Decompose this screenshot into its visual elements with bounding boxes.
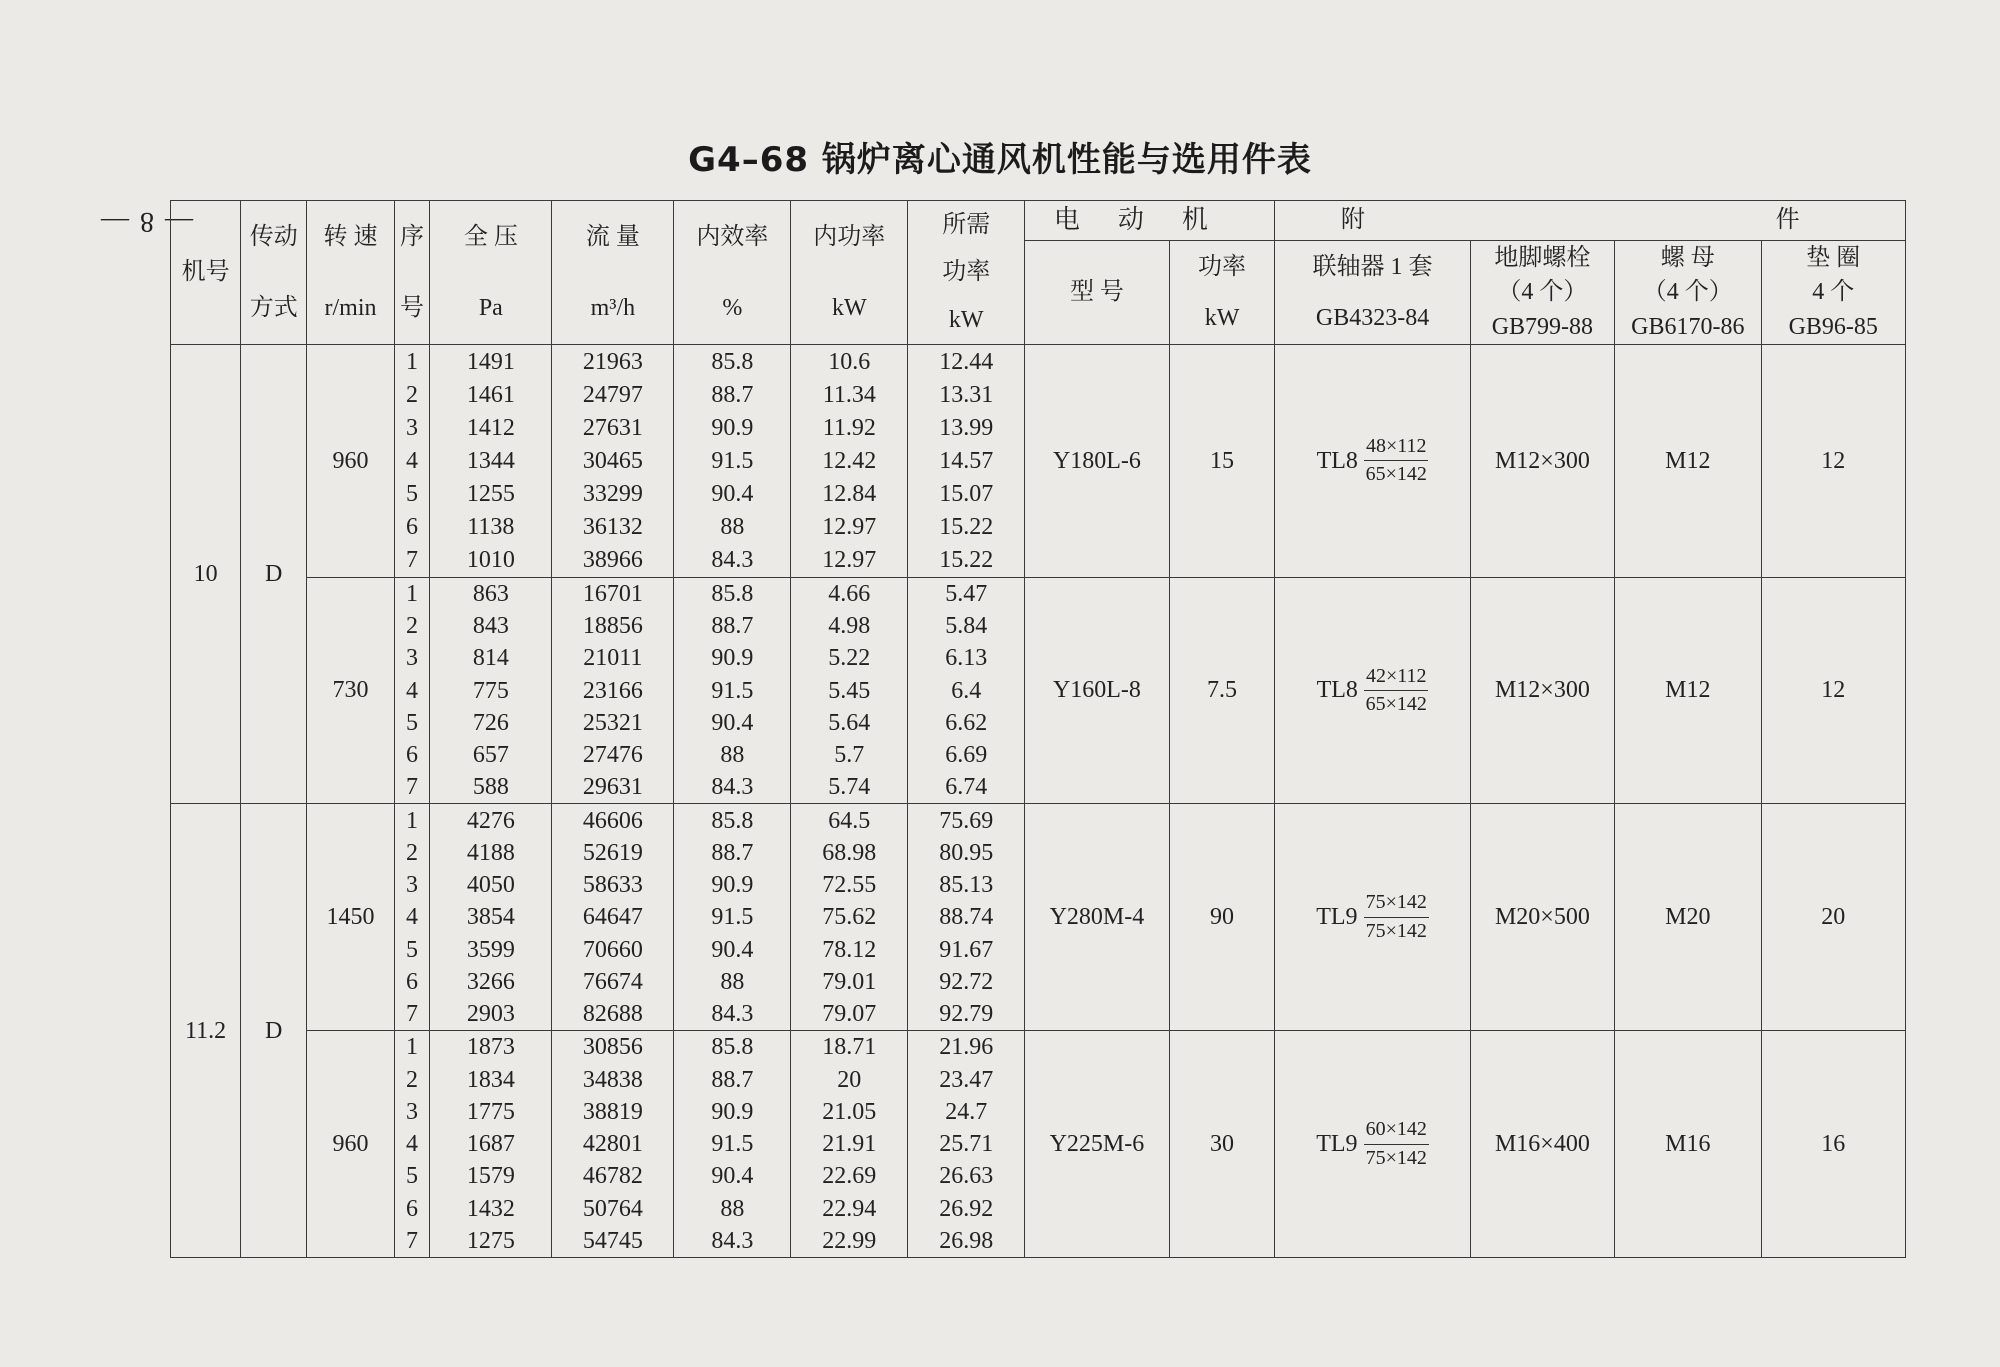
speed-cell: 960 (307, 345, 394, 578)
value-cell: 21963 (582, 348, 643, 375)
value-cell: 58633 (582, 872, 643, 899)
value-cell: 88.7 (711, 381, 754, 408)
value-cell: 1775 (466, 1098, 515, 1125)
value-cell: 15.07 (939, 480, 994, 507)
value-cell: 90.4 (711, 1163, 754, 1190)
value-cell: 5 (406, 936, 419, 963)
value-cell: 84.3 (711, 774, 754, 801)
value-cell: 1 (406, 807, 419, 834)
value-cell: 3266 (466, 968, 515, 995)
coupling-type: TL9 (1316, 1130, 1358, 1157)
value-cell: 29631 (582, 774, 643, 801)
value-cell: 13.99 (939, 414, 994, 441)
value-cell: 1432 (466, 1195, 515, 1222)
anchor-bolt-cell: M16×400 (1470, 1031, 1614, 1258)
value-cell: 26.98 (939, 1227, 994, 1254)
value-cell: 90.9 (711, 645, 754, 672)
value-cell: 26.63 (939, 1163, 994, 1190)
internal-efficiency-col (674, 804, 791, 1031)
value-cell: 7 (406, 774, 419, 801)
value-cell: 90.9 (711, 872, 754, 899)
seq-col (394, 345, 430, 578)
value-cell: 68.98 (822, 839, 877, 866)
value-cell: 7 (406, 547, 419, 574)
seq-col (394, 1031, 430, 1258)
page-title: G4–68 锅炉离心通风机性能与选用件表 (688, 140, 1312, 180)
total-pressure-col (430, 804, 552, 1031)
value-cell: 24797 (582, 381, 643, 408)
value-cell: 11.92 (822, 414, 876, 441)
header-required-power: 所需 功率 kW (908, 201, 1025, 345)
value-cell: 90.9 (711, 414, 754, 441)
header-motor-group: 电动机 (1025, 201, 1275, 241)
value-cell: 88.7 (711, 1066, 754, 1093)
coupling-denominator: 65×142 (1365, 693, 1427, 716)
value-cell: 5.7 (834, 742, 865, 769)
value-cell: 64.5 (828, 807, 871, 834)
value-cell: 5.22 (828, 645, 871, 672)
required-power-col (908, 577, 1025, 804)
value-cell: 6.74 (945, 774, 988, 801)
header-anchor-bolt: 地脚螺栓 （4 个） GB799-88 (1470, 241, 1614, 345)
value-cell: 38819 (582, 1098, 643, 1125)
seq-col (394, 577, 430, 804)
value-cell: 90.4 (711, 480, 754, 507)
total-pressure-col (430, 577, 552, 804)
coupling-type: TL9 (1316, 904, 1358, 931)
value-cell: 90.4 (711, 709, 754, 736)
value-cell: 78.12 (822, 936, 877, 963)
internal-power-col (791, 345, 908, 578)
washer-cell: 20 (1761, 804, 1905, 1031)
value-cell: 1579 (466, 1163, 515, 1190)
coupling-numerator: 60×142 (1364, 1118, 1429, 1145)
motor-model-cell: Y160L-8 (1025, 577, 1169, 804)
flow-col (552, 804, 674, 1031)
value-cell: 1873 (466, 1034, 515, 1061)
drive-mode-cell: D (241, 804, 307, 1258)
total-pressure-col (430, 1031, 552, 1258)
value-cell: 90.4 (711, 936, 754, 963)
value-cell: 4050 (466, 872, 515, 899)
value-cell: 11.34 (822, 381, 876, 408)
value-cell: 82688 (582, 1001, 643, 1027)
value-cell: 5.45 (828, 677, 871, 704)
performance-table (170, 200, 1906, 1258)
value-cell: 80.95 (939, 839, 994, 866)
value-cell: 91.5 (711, 677, 754, 704)
value-cell: 4 (406, 904, 419, 931)
coupling-cell (1275, 804, 1470, 1031)
anchor-bolt-cell: M20×500 (1470, 804, 1614, 1031)
speed-group-row (171, 577, 1906, 804)
value-cell: 1010 (466, 547, 515, 574)
speed-group-row (171, 1031, 1906, 1258)
nut-cell: M20 (1615, 804, 1761, 1031)
value-cell: 7 (406, 1001, 419, 1027)
value-cell: 657 (472, 742, 509, 769)
required-power-col (908, 1031, 1025, 1258)
value-cell: 5.84 (945, 613, 988, 640)
value-cell: 85.8 (711, 1034, 754, 1061)
value-cell: 12.97 (822, 547, 877, 574)
coupling-denominator: 75×142 (1365, 1146, 1427, 1169)
washer-cell: 16 (1761, 1031, 1905, 1258)
value-cell: 2903 (466, 1001, 515, 1027)
value-cell: 64647 (582, 904, 643, 931)
internal-power-col (791, 1031, 908, 1258)
value-cell: 5.74 (828, 774, 871, 801)
value-cell: 1255 (466, 480, 515, 507)
nut-cell: M12 (1615, 577, 1761, 804)
motor-power-cell: 30 (1169, 1031, 1275, 1258)
value-cell: 1687 (466, 1131, 515, 1158)
speed-cell: 730 (307, 577, 394, 804)
value-cell: 91.5 (711, 447, 754, 474)
header-nut: 螺 母 （4 个） GB6170-86 (1615, 241, 1761, 345)
total-pressure-col (430, 345, 552, 578)
speed-cell: 1450 (307, 804, 394, 1031)
page-number: — 8 — (99, 206, 193, 237)
value-cell: 23.47 (939, 1066, 994, 1093)
value-cell: 843 (472, 613, 509, 640)
motor-model-cell: Y225M-6 (1025, 1031, 1169, 1258)
value-cell: 1461 (466, 381, 515, 408)
value-cell: 15.22 (939, 547, 994, 574)
coupling-numerator: 42×112 (1364, 665, 1429, 692)
value-cell: 4 (406, 1131, 419, 1158)
value-cell: 84.3 (711, 547, 754, 574)
value-cell: 1344 (466, 447, 515, 474)
header-coupling: 联轴器 1 套 GB4323-84 (1275, 241, 1470, 345)
value-cell: 863 (472, 580, 509, 607)
value-cell: 775 (472, 677, 509, 704)
coupling-type: TL8 (1316, 447, 1358, 474)
speed-cell: 960 (307, 1031, 394, 1258)
value-cell: 88 (720, 1195, 745, 1222)
nut-cell: M12 (1615, 345, 1761, 578)
motor-model-cell: Y180L-6 (1025, 345, 1169, 578)
value-cell: 6 (406, 742, 419, 769)
value-cell: 27476 (582, 742, 643, 769)
header-internal-efficiency: 内效率 % (674, 201, 791, 345)
motor-power-cell: 90 (1169, 804, 1275, 1031)
value-cell: 92.72 (939, 968, 994, 995)
value-cell: 52619 (582, 839, 643, 866)
internal-power-col (791, 804, 908, 1031)
value-cell: 18856 (582, 613, 643, 640)
drive-mode-cell: D (241, 345, 307, 804)
value-cell: 588 (472, 774, 509, 801)
value-cell: 85.8 (711, 580, 754, 607)
value-cell: 6 (406, 1195, 419, 1222)
value-cell: 12.42 (822, 447, 877, 474)
value-cell: 4 (406, 447, 419, 474)
value-cell: 79.01 (822, 968, 877, 995)
value-cell: 23166 (582, 677, 643, 704)
value-cell: 1 (406, 580, 419, 607)
value-cell: 91.67 (939, 936, 994, 963)
value-cell: 72.55 (822, 872, 877, 899)
value-cell: 88 (720, 742, 745, 769)
value-cell: 1412 (466, 414, 515, 441)
value-cell: 1275 (466, 1227, 515, 1254)
value-cell: 79.07 (822, 1001, 877, 1027)
value-cell: 91.5 (711, 904, 754, 931)
value-cell: 4276 (466, 807, 515, 834)
coupling-cell (1275, 577, 1470, 804)
machine-no-cell: 11.2 (171, 804, 241, 1258)
value-cell: 90.9 (711, 1098, 754, 1125)
speed-group-row (171, 345, 1906, 578)
seq-col (394, 804, 430, 1031)
required-power-col (908, 804, 1025, 1031)
header-total-pressure: 全 压 Pa (430, 201, 552, 345)
flow-col (552, 345, 674, 578)
value-cell: 42801 (582, 1131, 643, 1158)
value-cell: 75.69 (939, 807, 994, 834)
value-cell: 6.4 (951, 677, 982, 704)
value-cell: 12.84 (822, 480, 877, 507)
value-cell: 27631 (582, 414, 643, 441)
value-cell: 4 (406, 677, 419, 704)
value-cell: 5 (406, 1163, 419, 1190)
value-cell: 30465 (582, 447, 643, 474)
internal-efficiency-col (674, 1031, 791, 1258)
value-cell: 10.6 (828, 348, 871, 375)
value-cell: 4.66 (828, 580, 871, 607)
value-cell: 6.13 (945, 645, 988, 672)
value-cell: 88.7 (711, 613, 754, 640)
value-cell: 5 (406, 480, 419, 507)
flow-col (552, 577, 674, 804)
value-cell: 5.64 (828, 709, 871, 736)
value-cell: 6.62 (945, 709, 988, 736)
anchor-bolt-cell: M12×300 (1470, 577, 1614, 804)
motor-model-cell: Y280M-4 (1025, 804, 1169, 1031)
value-cell: 54745 (582, 1227, 643, 1254)
value-cell: 814 (472, 645, 509, 672)
value-cell: 2 (406, 839, 419, 866)
value-cell: 21011 (583, 645, 643, 672)
value-cell: 84.3 (711, 1001, 754, 1027)
value-cell: 6 (406, 968, 419, 995)
value-cell: 88.74 (939, 904, 994, 931)
coupling-denominator: 65×142 (1365, 463, 1427, 486)
value-cell: 1 (406, 348, 419, 375)
value-cell: 22.69 (822, 1163, 877, 1190)
value-cell: 76674 (582, 968, 643, 995)
value-cell: 92.79 (939, 1001, 994, 1027)
value-cell: 6 (406, 514, 419, 541)
value-cell: 15.22 (939, 514, 994, 541)
value-cell: 726 (472, 709, 509, 736)
header-accessories-group: 附 件 (1275, 201, 1906, 241)
value-cell: 2 (406, 381, 419, 408)
value-cell: 38966 (582, 547, 643, 574)
value-cell: 5 (406, 709, 419, 736)
value-cell: 46606 (582, 807, 643, 834)
value-cell: 1834 (466, 1066, 515, 1093)
value-cell: 88 (720, 514, 745, 541)
coupling-cell (1275, 345, 1470, 578)
value-cell: 2 (406, 1066, 419, 1093)
header-flow: 流 量 m³/h (552, 201, 674, 345)
header-washer: 垫 圈 4 个 GB96-85 (1761, 241, 1905, 345)
coupling-numerator: 48×112 (1364, 435, 1429, 462)
value-cell: 16701 (582, 580, 643, 607)
value-cell: 22.99 (822, 1227, 877, 1254)
value-cell: 50764 (582, 1195, 643, 1222)
value-cell: 13.31 (939, 381, 994, 408)
value-cell: 6.69 (945, 742, 988, 769)
motor-power-cell: 7.5 (1169, 577, 1275, 804)
value-cell: 25.71 (939, 1131, 994, 1158)
value-cell: 21.05 (822, 1098, 877, 1125)
coupling-cell (1275, 1031, 1470, 1258)
header-motor-model: 型 号 (1025, 241, 1169, 345)
value-cell: 4188 (466, 839, 515, 866)
value-cell: 30856 (582, 1034, 643, 1061)
washer-cell: 12 (1761, 345, 1905, 578)
flow-col (552, 1031, 674, 1258)
value-cell: 3 (406, 414, 419, 441)
value-cell: 1138 (467, 514, 515, 541)
value-cell: 26.92 (939, 1195, 994, 1222)
coupling-numerator: 75×142 (1364, 891, 1429, 918)
coupling-denominator: 75×142 (1365, 919, 1427, 942)
value-cell: 20 (837, 1066, 862, 1093)
washer-cell: 12 (1761, 577, 1905, 804)
value-cell: 21.96 (939, 1034, 994, 1061)
value-cell: 2 (406, 613, 419, 640)
header-drive-mode: 传动 方式 (241, 201, 307, 345)
value-cell: 1 (406, 1034, 419, 1061)
value-cell: 3854 (466, 904, 515, 931)
speed-group-row (171, 804, 1906, 1031)
value-cell: 24.7 (945, 1098, 988, 1125)
value-cell: 75.62 (822, 904, 877, 931)
value-cell: 36132 (582, 514, 643, 541)
required-power-col (908, 345, 1025, 578)
value-cell: 4.98 (828, 613, 871, 640)
motor-power-cell: 15 (1169, 345, 1275, 578)
value-cell: 88.7 (711, 839, 754, 866)
value-cell: 25321 (582, 709, 643, 736)
value-cell: 21.91 (822, 1131, 877, 1158)
value-cell: 22.94 (822, 1195, 877, 1222)
value-cell: 12.44 (939, 348, 994, 375)
value-cell: 88 (720, 968, 745, 995)
value-cell: 85.8 (711, 807, 754, 834)
value-cell: 85.13 (939, 872, 994, 899)
coupling-type: TL8 (1316, 677, 1358, 704)
value-cell: 3 (406, 645, 419, 672)
header-machine-no: 机号 (171, 201, 241, 345)
value-cell: 12.97 (822, 514, 877, 541)
header-seq: 序 号 (394, 201, 430, 345)
value-cell: 5.47 (945, 580, 988, 607)
anchor-bolt-cell: M12×300 (1470, 345, 1614, 578)
value-cell: 91.5 (711, 1131, 754, 1158)
internal-efficiency-col (674, 345, 791, 578)
value-cell: 3 (406, 1098, 419, 1125)
header-motor-power: 功率 kW (1169, 241, 1275, 345)
value-cell: 84.3 (711, 1227, 754, 1254)
value-cell: 3599 (466, 936, 515, 963)
value-cell: 1491 (466, 348, 515, 375)
internal-efficiency-col (674, 577, 791, 804)
value-cell: 70660 (582, 936, 643, 963)
value-cell: 33299 (582, 480, 643, 507)
value-cell: 46782 (582, 1163, 643, 1190)
value-cell: 14.57 (939, 447, 994, 474)
value-cell: 18.71 (822, 1034, 877, 1061)
internal-power-col (791, 577, 908, 804)
value-cell: 7 (406, 1227, 419, 1254)
nut-cell: M16 (1615, 1031, 1761, 1258)
value-cell: 3 (406, 872, 419, 899)
value-cell: 34838 (582, 1066, 643, 1093)
header-internal-power: 内功率 kW (791, 201, 908, 345)
machine-no-cell: 10 (171, 345, 241, 804)
value-cell: 85.8 (711, 348, 754, 375)
header-speed: 转 速 r/min (307, 201, 394, 345)
